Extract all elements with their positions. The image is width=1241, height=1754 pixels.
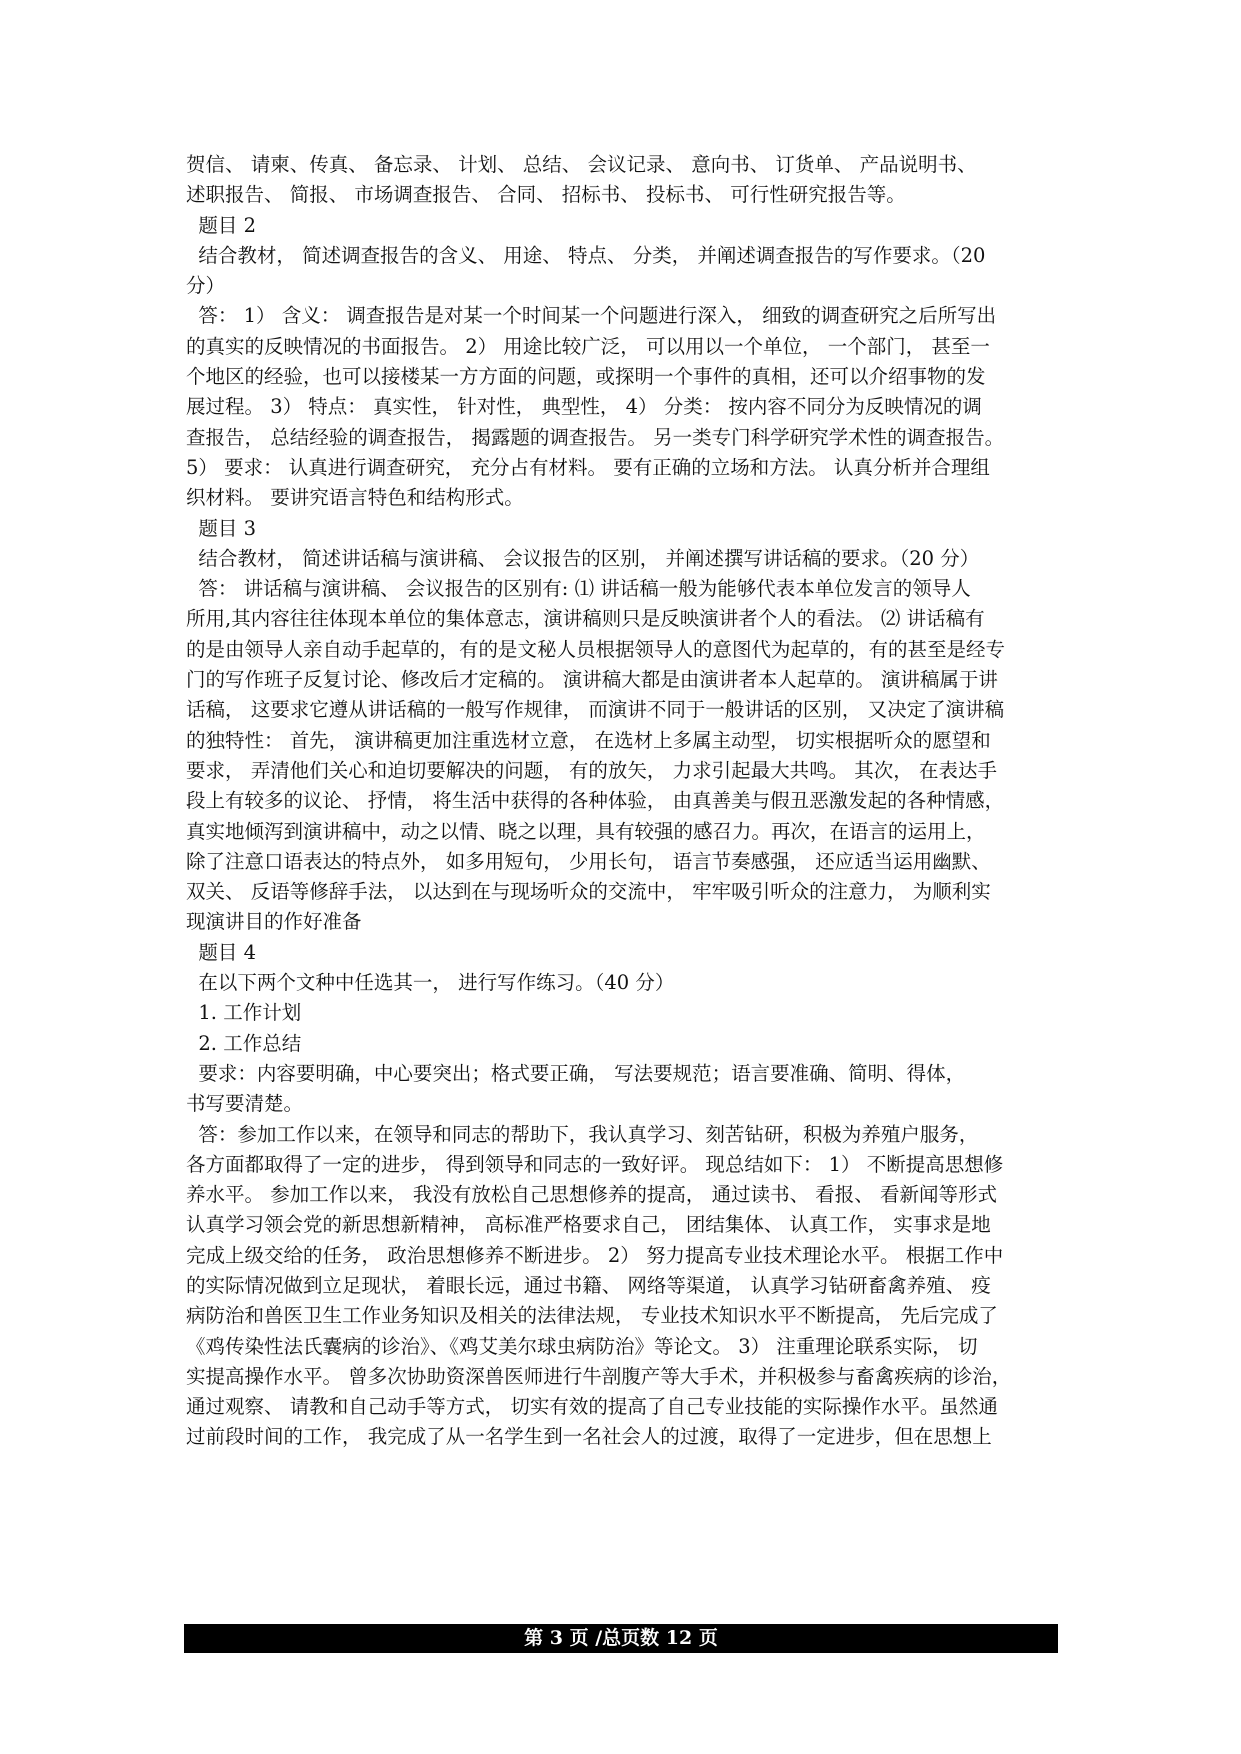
answer-text: 的真实的反映情况的书面报告。 2） 用途比较广泛， 可以用以一个单位， 一个部门， 甚至一 (186, 334, 990, 358)
answer-text: 展过程。 3） 特点： 真实性， 针对性， 典型性， 4） 分类： 按内容不同分为反映情况的调 (186, 395, 982, 419)
question-prompt: 结合教材， 简述调查报告的含义、 用途、 特点、 分类， 并阐述调查报告的写作要求。（20 (186, 243, 986, 267)
answer-text: 通过观察、 请教和自己动手等方式， 切实有效的提高了自己专业技能的实际操作水平。虽然通 (186, 1395, 998, 1419)
option-item: 2. 工作总结 (186, 1031, 302, 1055)
question-prompt: 结合教材， 简述讲话稿与演讲稿、 会议报告的区别， 并阐述撰写讲话稿的要求。（20 分） (186, 546, 980, 570)
requirements-text: 要求：内容要明确，中心要突出；格式要正确， 写法要规范；语言要准确、简明、得体， (186, 1061, 966, 1085)
answer-text: 《鸡传染性法氏囊病的诊治》、《鸡艾美尔球虫病防治》等论文。 3） 注重理论联系实际， 切 (186, 1334, 978, 1358)
answer-text: 话稿， 这要求它遵从讲话稿的一般写作规律， 而演讲不同于一般讲话的区别， 又决定了演讲稿 (186, 698, 1005, 722)
answer-text: 答： 讲话稿与演讲稿、 会议报告的区别有: ⑴ 讲话稿一般为能够代表本单位发言的领导人 (186, 577, 971, 601)
answer-text: 养水平。 参加工作以来， 我没有放松自己思想修养的提高， 通过读书、 看报、 看新闻等形式 (186, 1183, 997, 1207)
option-item: 1. 工作计划 (186, 1001, 302, 1025)
document-body (186, 150, 1066, 1453)
answer-text: 门的写作班子反复讨论、修改后才定稿的。 演讲稿大都是由演讲者本人起草的。 演讲稿属于讲 (186, 668, 998, 692)
answer-text: 除了注意口语表达的特点外， 如多用短句， 少用长句， 语言节奏感强， 还应适当运用幽默、 (186, 849, 991, 873)
answer-text: 要求， 弄清他们关心和迫切要解决的问题， 有的放矢， 力求引起最大共鸣。 其次， 在表达手 (186, 758, 997, 782)
answer-text: 认真学习领会党的新思想新精神， 高标准严格要求自己， 团结集体、 认真工作， 实事求是地 (186, 1213, 991, 1237)
answer-text: 现演讲目的作好准备 (186, 910, 362, 934)
answer-text: 的是由领导人亲自动手起草的，有的是文秘人员根据领导人的意图代为起草的，有的甚至是经专 (186, 637, 1006, 661)
answer-text: 个地区的经验，也可以接楼某一方方面的问题，或探明一个事件的真相，还可以介绍事物的发 (186, 365, 986, 389)
answer-text: 织材料。 要讲究语言特色和结构形式。 (186, 486, 524, 510)
answer-text: 完成上级交给的任务， 政治思想修养不断进步。 2） 努力提高专业技术理论水平。 根据工作中 (186, 1243, 1004, 1267)
answer-text: 查报告， 总结经验的调查报告， 揭露题的调查报告。 另一类专门科学研究学术性的调查报告。 (186, 425, 1005, 449)
question-heading: 题目 2 (186, 213, 257, 237)
answer-text: 的实际情况做到立足现状， 着眼长远，通过书籍、 网络等渠道， 认真学习钻研畜禽养殖、 疫 (186, 1273, 991, 1297)
answer-text: 5） 要求： 认真进行调查研究， 充分占有材料。 要有正确的立场和方法。 认真分析并合理组 (186, 455, 990, 479)
answer-text: 双关、 反语等修辞手法， 以达到在与现场听众的交流中， 牢牢吸引听众的注意力， 为顺利实 (186, 880, 991, 904)
answer-text: 过前段时间的工作， 我完成了从一名学生到一名社会人的过渡，取得了一定进步，但在思想上 (186, 1425, 992, 1449)
answer-text: 所用,其内容往往体现本单位的集体意志，演讲稿则只是反映演讲者个人的看法。 ⑵ 讲话稿有 (186, 607, 985, 631)
text-line: 述职报告、 简报、 市场调查报告、 合同、 招标书、 投标书、 可行性研究报告等。 (186, 183, 906, 207)
answer-text: 各方面都取得了一定的进步， 得到领导和同志的一致好评。 现总结如下： 1） 不断提高思想修 (186, 1152, 1004, 1176)
page-number-label: 第 3 页 /总页数 12 页 (524, 1627, 718, 1649)
question-prompt: 在以下两个文种中任选其一， 进行写作练习。（40 分） (186, 971, 675, 995)
answer-text: 答： 1） 含义： 调查报告是对某一个时间某一个问题进行深入， 细致的调查研究之后所写出 (186, 304, 997, 328)
answer-text: 段上有较多的议论、 抒情， 将生活中获得的各种体验， 由真善美与假丑恶激发起的各种情感， (186, 789, 1005, 813)
answer-text: 实提高操作水平。 曾多次协助资深兽医师进行牛剖腹产等大手术，并积极参与畜禽疾病的诊治， (186, 1364, 1012, 1388)
answer-text: 真实地倾泻到演讲稿中，动之以情、晓之以理，具有较强的感召力。再次，在语言的运用上， (186, 819, 986, 843)
text-line: 贺信、 请柬、传真、 备忘录、 计划、 总结、 会议记录、 意向书、 订货单、 产品说明书、 (186, 153, 977, 176)
question-heading: 题目 3 (186, 516, 257, 540)
question-heading: 题目 4 (186, 940, 257, 964)
page-footer (184, 1624, 1058, 1653)
answer-text: 答：参加工作以来，在领导和同志的帮助下，我认真学习、刻苦钻研，积极为养殖户服务， (186, 1122, 979, 1146)
question-prompt: 分） (186, 274, 226, 298)
answer-text: 病防治和兽医卫生工作业务知识及相关的法律法规， 专业技术知识水平不断提高， 先后完成了 (186, 1304, 998, 1328)
requirements-text: 书写要清楚。 (186, 1092, 304, 1116)
answer-text: 的独特性： 首先， 演讲稿更加注重选材立意， 在选材上多属主动型， 切实根据听众的愿望和 (186, 728, 991, 752)
